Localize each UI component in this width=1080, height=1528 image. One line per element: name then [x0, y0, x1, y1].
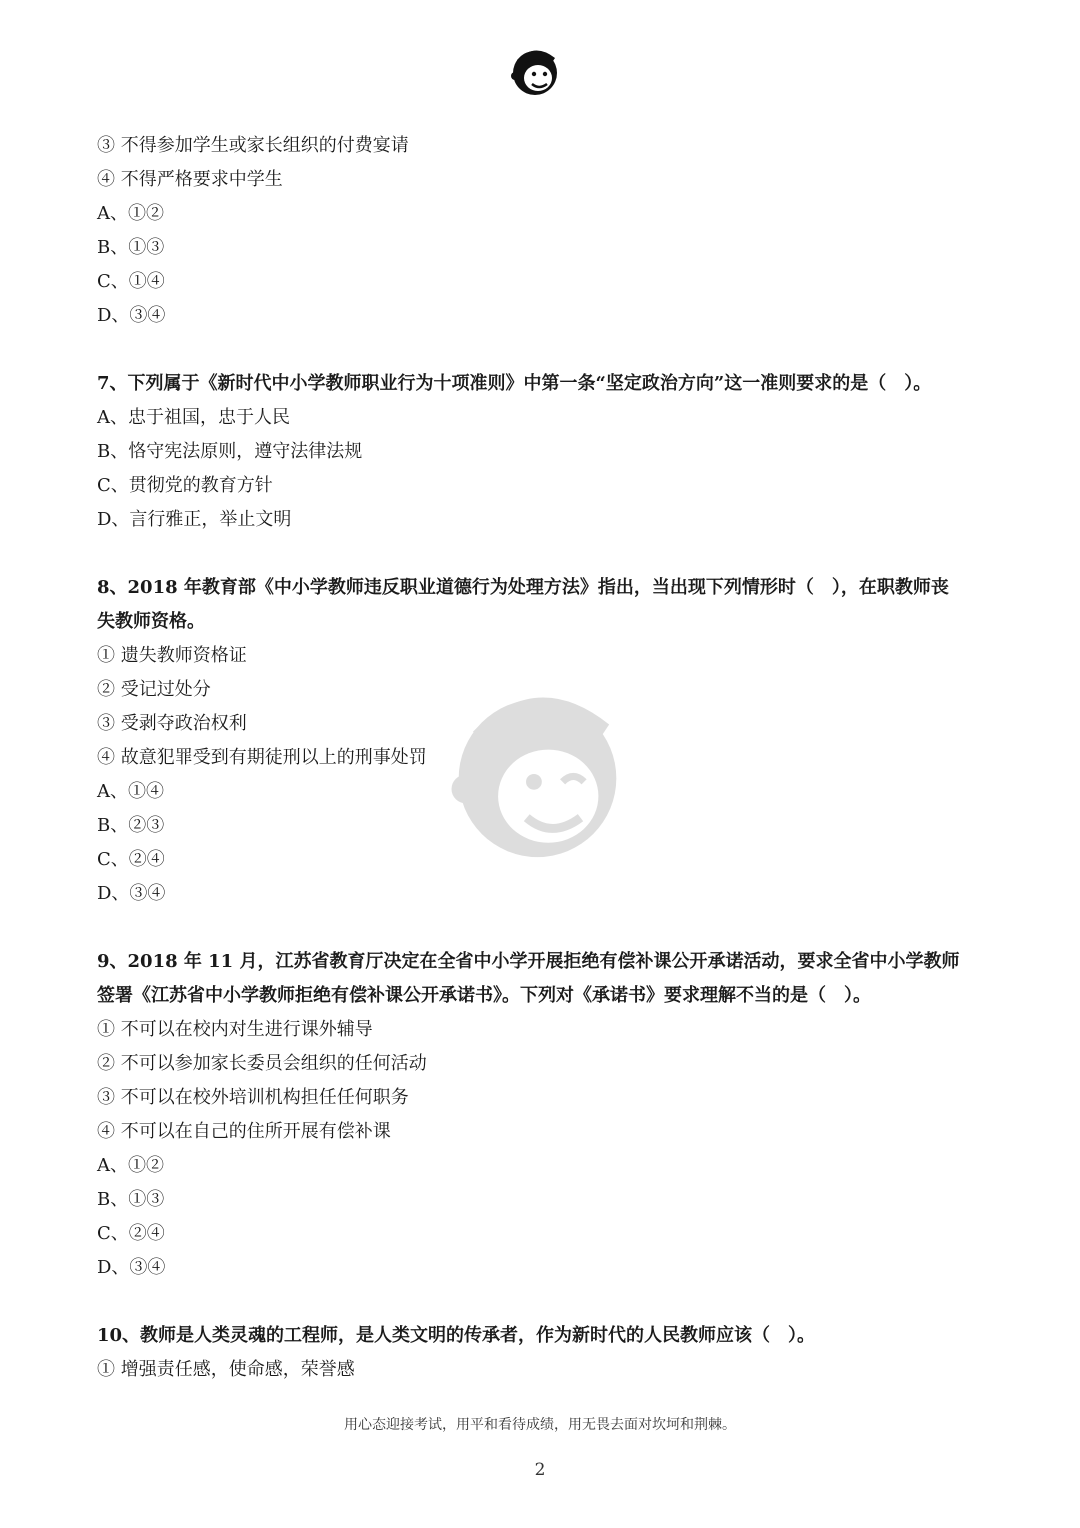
q8-item-4: ④ 故意犯罪受到有期徒刑以上的刑事处罚: [97, 747, 427, 768]
q6-item-3: ③ 不得参加学生或家长组织的付费宴请: [97, 135, 409, 156]
q8-option-b: B、②③: [97, 815, 165, 836]
q8-option-c: C、②④: [97, 849, 165, 870]
q10-item-1: ① 增强责任感，使命感，荣誉感: [97, 1359, 355, 1380]
q7-option-b: B、恪守宪法原则，遵守法律法规: [97, 441, 363, 462]
q6-item-4: ④ 不得严格要求中学生: [97, 169, 283, 190]
q10-stem: 10、教师是人类灵魂的工程师，是人类文明的传承者，作为新时代的人民教师应该（ ）。: [97, 1325, 816, 1346]
q9-option-c: C、②④: [97, 1223, 165, 1244]
q7-stem: 7、下列属于《新时代中小学教师职业行为十项准则》中第一条“坚定政治方向”这一准则要求的是（ ）。: [97, 373, 932, 394]
q8-option-d: D、③④: [97, 883, 166, 904]
q9-item-3: ③ 不可以在校外培训机构担任任何职务: [97, 1087, 409, 1108]
q9-option-b: B、①③: [97, 1189, 165, 1210]
q9-item-1: ① 不可以在校内对生进行课外辅导: [97, 1019, 373, 1040]
q6-option-d: D、③④: [97, 305, 166, 326]
q9-stem: 9、2018 年 11 月，江苏省教育厅决定在全省中小学开展拒绝有偿补课公开承诺活动，要求全省中小学教师: [97, 951, 960, 972]
q9-item-4: ④ 不可以在自己的住所开展有偿补课: [97, 1121, 391, 1142]
q6-option-a: A、①②: [97, 203, 164, 224]
q6-option-c: C、①④: [97, 271, 165, 292]
q8-item-1: ① 遗失教师资格证: [97, 645, 247, 666]
page-number: 2: [534, 1460, 546, 1480]
q8-stem-continued: 失教师资格。: [97, 611, 205, 632]
q7-option-d: D、言行雅正，举止文明: [97, 509, 292, 530]
q9-option-a: A、①②: [97, 1155, 164, 1176]
q7-option-c: C、贯彻党的教育方针: [97, 475, 273, 496]
q6-option-b: B、①③: [97, 237, 165, 258]
q8-option-a: A、①④: [97, 781, 164, 802]
q8-stem: 8、2018 年教育部《中小学教师违反职业道德行为处理方法》指出，当出现下列情形时（ ），在职教师丧: [97, 577, 949, 598]
exam-content: [97, 129, 987, 1387]
q9-stem-continued: 签署《江苏省中小学教师拒绝有偿补课公开承诺书》。下列对《承诺书》要求理解不当的是（ ）。: [97, 985, 871, 1006]
monkey-logo-icon: [505, 40, 565, 100]
q9-item-2: ② 不可以参加家长委员会组织的任何活动: [97, 1053, 427, 1074]
footer-motto: 用心态迎接考试，用平和看待成绩，用无畏去面对坎坷和荆棘。: [344, 1417, 736, 1433]
q8-item-2: ② 受记过处分: [97, 679, 211, 700]
q9-option-d: D、③④: [97, 1257, 166, 1278]
q8-item-3: ③ 受剥夺政治权利: [97, 713, 247, 734]
q7-option-a: A、忠于祖国，忠于人民: [97, 407, 290, 428]
